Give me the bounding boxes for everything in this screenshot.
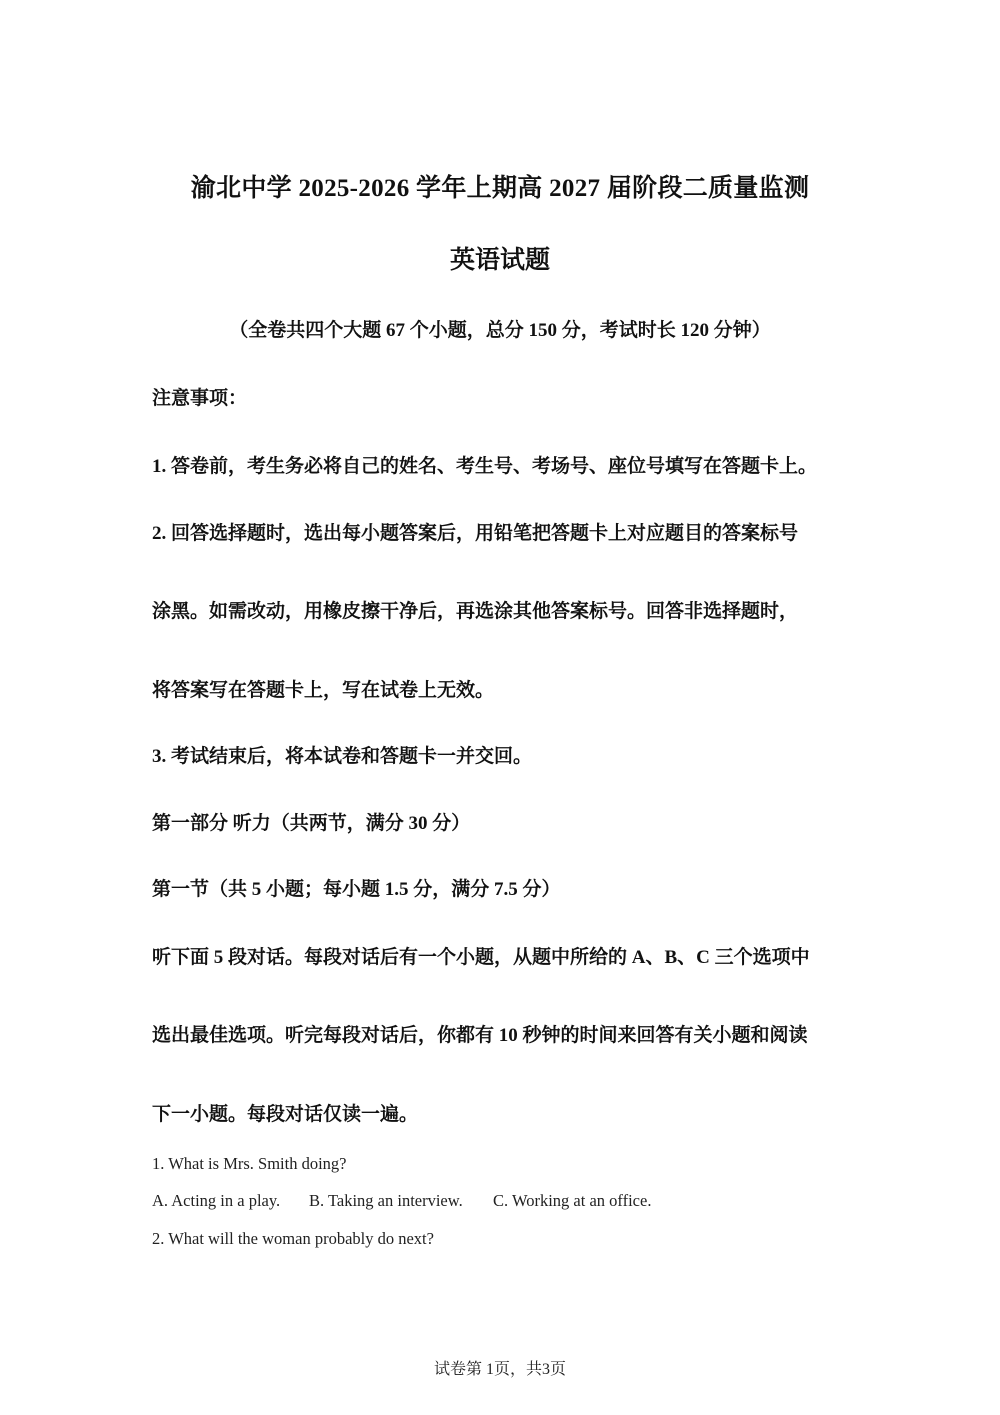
question-1-option-b: B. Taking an interview.: [309, 1191, 463, 1210]
instruction-line-3: 下一小题。每段对话仅读一遍。: [152, 1104, 419, 1125]
notice-item-2-line-1: 2. 回答选择题时，选出每小题答案后，用铅笔把答题卡上对应题目的答案标号: [152, 523, 799, 544]
subject-title: 英语试题: [449, 247, 550, 274]
exam-title: 渝北中学 2025-2026 学年上期高 2027 届阶段二质量监测: [190, 175, 810, 202]
notice-item-1: 1. 答卷前，考生务必将自己的姓名、考生号、考场号、座位号填写在答题卡上。: [152, 456, 818, 477]
exam-info: （全卷共四个大题 67 个小题，总分 150 分，考试时长 120 分钟）: [229, 320, 771, 341]
question-1-stem: 1. What is Mrs. Smith doing?: [152, 1154, 347, 1173]
question-2-stem: 2. What will the woman probably do next?: [152, 1229, 434, 1248]
page-footer: 试卷第 1页，共3页: [433, 1361, 566, 1378]
section-1-heading: 第一节（共 5 小题；每小题 1.5 分，满分 7.5 分）: [152, 879, 561, 900]
notice-item-2-line-3: 将答案写在答题卡上，写在试卷上无效。: [152, 680, 495, 701]
instruction-line-2: 选出最佳选项。听完每段对话后，你都有 10 秒钟的时间来回答有关小题和阅读: [152, 1025, 808, 1046]
notice-heading: 注意事项：: [152, 388, 248, 409]
question-1-option-c: C. Working at an office.: [493, 1191, 652, 1210]
question-1-options: [152, 1191, 651, 1211]
instruction-line-1: 听下面 5 段对话。每段对话后有一个小题，从题中所给的 A、B、C 三个选项中: [152, 947, 810, 968]
part-1-heading: 第一部分 听力（共两节，满分 30 分）: [152, 813, 471, 834]
notice-item-3: 3. 考试结束后，将本试卷和答题卡一并交回。: [152, 746, 533, 767]
notice-item-2-line-2: 涂黑。如需改动，用橡皮擦干净后，再选涂其他答案标号。回答非选择题时，: [152, 601, 799, 622]
question-1-option-a: A. Acting in a play.: [152, 1191, 281, 1210]
